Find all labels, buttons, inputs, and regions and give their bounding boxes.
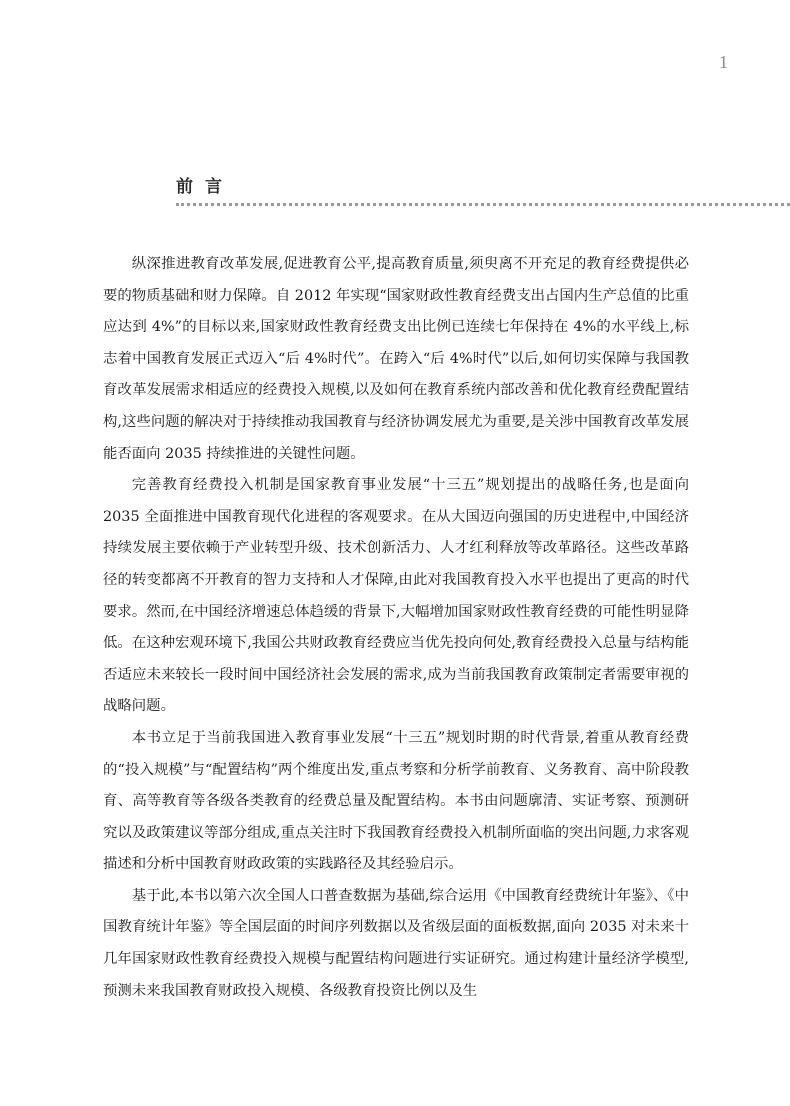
page-number: 1: [719, 52, 728, 72]
paragraph-4: 基于此,本书以第六次全国人口普查数据为基础,综合运用《中国教育经费统计年鉴》、《中国教育统计年鉴》等全国层面的时间序列数据以及省级层面的面板数据,面向 2035 对未来十几年国家财政性教育经费投入规模与配置结构问题进行实证研究。通过构建计量经济学模型,预测未来我国教育财政投入规模、各级教育投资比例以及生: [103, 887, 689, 999]
paragraph-2: 完善教育经费投入机制是国家教育事业发展“十三五”规划提出的战略任务,也是面向 2035 全面推进中国教育现代化进程的客观要求。在从大国迈向强国的历史进程中,中国经济持续发展主要依赖于产业转型升级、技术创新活力、人才红利释放等改革路径。这些改革路径的转变都离不开教育的智力支持和人才保障,由此对我国教育投入水平也提出了更高的时代要求。然而,在中国经济增速总体趋缓的背景下,大幅增加国家财政性教育经费的可能性明显降低。在这种宏观环境下,我国公共财政教育经费应当优先投向何处,教育经费投入总量与结构能否适应未来较长一段时间中国经济社会发展的需求,成为当前我国教育政策制定者需要审视的战略问题。: [103, 477, 689, 715]
paragraph-1: 纵深推进教育改革发展,促进教育公平,提高教育质量,须臾离不开充足的教育经费提供必要的物质基础和财力保障。自 2012 年实现“国家财政性教育经费支出占国内生产总值的比重应达到 4%”的目标以来,国家财政性教育经费支出比例已连续七年保持在 4%的水平线上,标志着中国教育发展正式迈入“后 4%时代”。在跨入“后 4%时代”以后,如何切实保障与我国教育改革发展需求相适应的经费投入规模,以及如何在教育系统内部改善和优化教育经费配置结构,这些问题的解决对于持续推动我国教育与经济协调发展尤为重要,是关涉中国教育改革发展能否面向 2035 持续推进的关键性问题。: [103, 256, 689, 462]
body-text: [103, 249, 689, 1007]
paragraph-3: 本书立足于当前我国进入教育事业发展“十三五”规划时期的时代背景,着重从教育经费的“投入规模”与“配置结构”两个维度出发,重点考察和分析学前教育、义务教育、高中阶段教育、高等教育等各级各类教育的经费总量及配置结构。本书由问题廓清、实证考察、预测研究以及政策建议等部分组成,重点关注时下我国教育经费投入机制所面临的突出问题,力求客观描述和分析中国教育财政政策的实践路径及其经验启示。: [103, 729, 689, 873]
section-title: 前言: [176, 177, 234, 197]
title-divider: [176, 203, 790, 206]
